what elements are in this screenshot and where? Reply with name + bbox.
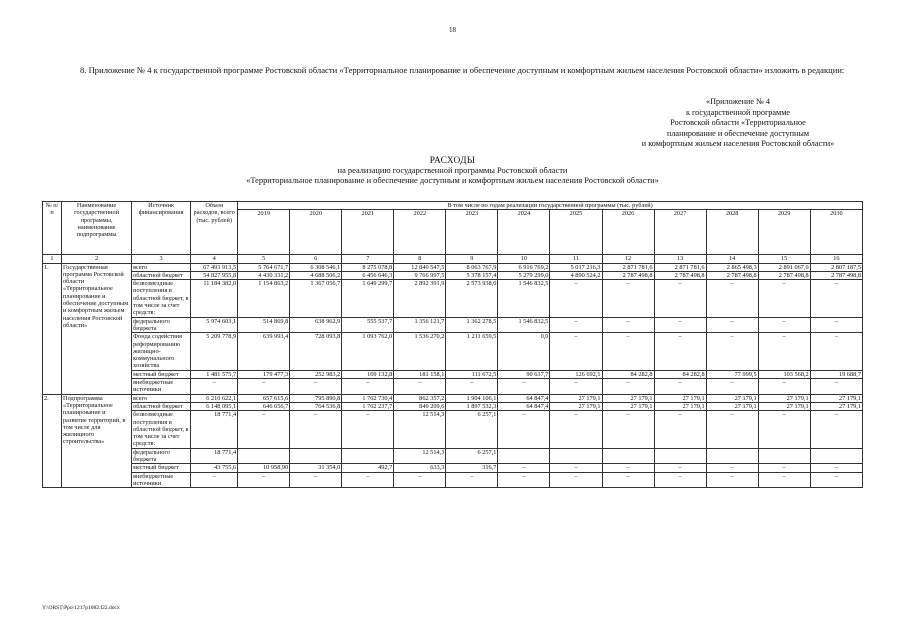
value-cell: 5 378 157,4 xyxy=(446,271,498,279)
value-cell xyxy=(602,448,654,464)
header-year: 2021 xyxy=(342,210,394,255)
value-cell: – xyxy=(706,472,758,488)
value-cell: – xyxy=(758,411,810,448)
value-cell: – xyxy=(238,472,290,488)
column-number: 9 xyxy=(446,255,498,263)
table-row xyxy=(43,333,863,370)
value-cell: – xyxy=(758,280,810,317)
value-cell xyxy=(706,448,758,464)
value-cell: – xyxy=(550,464,602,472)
value-cell: 1 897 532,3 xyxy=(446,402,498,410)
value-cell: 5 974 603,1 xyxy=(191,317,238,333)
funding-source: внебюджетные источники xyxy=(132,379,191,395)
value-cell: 2 807 187,5 xyxy=(810,263,862,271)
header-year: 2029 xyxy=(758,210,810,255)
page-number: 18 xyxy=(449,26,456,34)
table-row xyxy=(43,402,863,410)
value-cell: 8 275 078,8 xyxy=(342,263,394,271)
value-cell: – xyxy=(758,333,810,370)
column-number: 2 xyxy=(62,255,132,263)
value-cell: – xyxy=(654,472,706,488)
value-cell: 0,0 xyxy=(498,333,550,370)
table-row xyxy=(43,411,863,448)
value-cell: – xyxy=(498,411,550,448)
value-cell: 1 904 106,1 xyxy=(446,394,498,402)
value-cell: 1 093 762,0 xyxy=(342,333,394,370)
value-cell: – xyxy=(550,280,602,317)
value-cell: 2 871 781,6 xyxy=(602,263,654,271)
header-year: 2030 xyxy=(810,210,862,255)
value-cell: 5 209 778,9 xyxy=(191,333,238,370)
value-cell: 111 672,5 xyxy=(446,370,498,378)
value-cell: 6 308 546,1 xyxy=(290,263,342,271)
value-cell: 6 257,1 xyxy=(446,411,498,448)
value-cell: – xyxy=(290,472,342,488)
value-cell: – xyxy=(550,379,602,395)
value-cell: 84 282,8 xyxy=(654,370,706,378)
value-cell: – xyxy=(758,379,810,395)
document-title xyxy=(0,156,905,186)
table-row xyxy=(43,394,863,402)
value-cell: 2 787 498,8 xyxy=(810,271,862,279)
value-cell: – xyxy=(810,411,862,448)
value-cell: – xyxy=(654,464,706,472)
value-cell: 18 771,4 xyxy=(191,448,238,464)
value-cell: 646 656,7 xyxy=(238,402,290,410)
value-cell: 2 865 498,3 xyxy=(706,263,758,271)
value-cell xyxy=(342,448,394,464)
value-cell: 5 279 299,0 xyxy=(498,271,550,279)
header-source: Источник финансирования xyxy=(132,202,191,255)
value-cell: 169 132,8 xyxy=(342,370,394,378)
value-cell: 27 179,1 xyxy=(602,394,654,402)
funding-source: местный бюджет xyxy=(132,464,191,472)
value-cell: 27 179,1 xyxy=(810,402,862,410)
value-cell xyxy=(238,448,290,464)
value-cell: 1 762 730,4 xyxy=(342,394,394,402)
appendix-line: и комфортным жильем населения Ростовской области» xyxy=(641,139,835,148)
value-cell: 27 179,1 xyxy=(654,394,706,402)
value-cell: 1 762 237,7 xyxy=(342,402,394,410)
value-cell: – xyxy=(342,411,394,448)
value-cell: 2 787 498,8 xyxy=(602,271,654,279)
column-number: 14 xyxy=(706,255,758,263)
value-cell: 27 179,1 xyxy=(758,394,810,402)
column-number: 1 xyxy=(43,255,62,263)
header-year: 2027 xyxy=(654,210,706,255)
value-cell: 6 456 646,3 xyxy=(342,271,394,279)
funding-source: всего xyxy=(132,394,191,402)
table-row xyxy=(43,464,863,472)
appendix-line: «Приложение № 4 xyxy=(705,97,771,106)
column-number: 15 xyxy=(758,255,810,263)
value-cell: – xyxy=(810,333,862,370)
value-cell xyxy=(758,448,810,464)
value-cell: 10 958,90 xyxy=(238,464,290,472)
appendix-line: Ростовской области «Территориальное xyxy=(670,118,806,127)
value-cell: – xyxy=(191,472,238,488)
value-cell: – xyxy=(238,379,290,395)
value-cell: 12 514,3 xyxy=(394,448,446,464)
value-cell: 2 892 391,9 xyxy=(394,280,446,317)
value-cell: 2 871 781,6 xyxy=(654,263,706,271)
header-row xyxy=(43,202,863,210)
header-year: 2023 xyxy=(446,210,498,255)
value-cell: – xyxy=(602,317,654,333)
value-cell xyxy=(550,448,602,464)
column-number: 13 xyxy=(654,255,706,263)
value-cell: 84 282,8 xyxy=(602,370,654,378)
funding-source: Фонда содействия реформированию жилищно-коммунального хозяйства xyxy=(132,333,191,370)
value-cell: – xyxy=(446,379,498,395)
value-cell: – xyxy=(758,464,810,472)
table-row xyxy=(43,271,863,279)
header-total: Объем расходов, всего (тыс. рублей) xyxy=(191,202,238,255)
value-cell: 6 916 769,2 xyxy=(498,263,550,271)
value-cell: – xyxy=(810,464,862,472)
column-number: 5 xyxy=(238,255,290,263)
funding-source: всего xyxy=(132,263,191,271)
header-year: 2026 xyxy=(602,210,654,255)
value-cell: – xyxy=(706,379,758,395)
value-cell: 6 148 095,1 xyxy=(191,402,238,410)
value-cell: – xyxy=(550,317,602,333)
header-year: 2022 xyxy=(394,210,446,255)
value-cell: 90 637,7 xyxy=(498,370,550,378)
value-cell: 1 649 299,7 xyxy=(342,280,394,317)
column-numbers-row xyxy=(43,255,863,263)
value-cell xyxy=(654,448,706,464)
value-cell: 64 847,4 xyxy=(498,394,550,402)
funding-source: областной бюджет xyxy=(132,402,191,410)
column-number: 3 xyxy=(132,255,191,263)
value-cell: 1 356 121,7 xyxy=(394,317,446,333)
value-cell: 862 357,2 xyxy=(394,394,446,402)
value-cell: 181 158,1 xyxy=(394,370,446,378)
value-cell: – xyxy=(498,472,550,488)
value-cell: 27 179,1 xyxy=(550,394,602,402)
value-cell: – xyxy=(706,411,758,448)
column-number: 8 xyxy=(394,255,446,263)
value-cell: 19 688,7 xyxy=(810,370,862,378)
funding-source: безвозмездные поступления в областной бюджет, в том числе за счет средств: xyxy=(132,280,191,317)
header-year: 2019 xyxy=(238,210,290,255)
value-cell: 2 787 498,8 xyxy=(654,271,706,279)
table-row xyxy=(43,370,863,378)
value-cell: – xyxy=(602,280,654,317)
value-cell: 4 688 506,2 xyxy=(290,271,342,279)
value-cell: 1 481 575,7 xyxy=(191,370,238,378)
value-cell xyxy=(498,448,550,464)
value-cell: 179 477,3 xyxy=(238,370,290,378)
header-num: № п/п xyxy=(43,202,62,255)
value-cell: 728 093,8 xyxy=(290,333,342,370)
column-number: 7 xyxy=(342,255,394,263)
value-cell: – xyxy=(342,379,394,395)
funding-source: федерального бюджета xyxy=(132,448,191,464)
value-cell: 514 869,8 xyxy=(238,317,290,333)
value-cell: – xyxy=(290,379,342,395)
column-number: 16 xyxy=(810,255,862,263)
funding-source: внебюджетные источники xyxy=(132,472,191,488)
value-cell: 6 210 622,1 xyxy=(191,394,238,402)
value-cell: 2 787 498,8 xyxy=(758,271,810,279)
intro-paragraph: 8. Приложение № 4 к государственной программе Ростовской области «Территориальное планирование и обеспечение доступным и комфортным жильем населения Ростовской области» изложить в редакции: xyxy=(80,65,845,75)
value-cell: 27 179,1 xyxy=(602,402,654,410)
value-cell: – xyxy=(602,411,654,448)
file-path-footer: Y:\ORST\Ppo\1217p1082.f22.docx xyxy=(42,605,120,611)
value-cell: – xyxy=(498,464,550,472)
value-cell: 5 017 216,3 xyxy=(550,263,602,271)
program-name: Подпрограмма «Территориальное планирование и развитие территорий, в том числе для жилищного строительства» xyxy=(62,394,132,488)
column-number: 10 xyxy=(498,255,550,263)
value-cell: 27 179,1 xyxy=(654,402,706,410)
header-year: 2028 xyxy=(706,210,758,255)
appendix-line: планирование и обеспечение доступным xyxy=(666,128,810,138)
value-cell: 31 354,0 xyxy=(290,464,342,472)
value-cell: 126 692,1 xyxy=(550,370,602,378)
value-cell: 2 573 938,0 xyxy=(446,280,498,317)
value-cell: 1 546 832,5 xyxy=(498,317,550,333)
value-cell: – xyxy=(654,317,706,333)
value-cell: 18 771,4 xyxy=(191,411,238,448)
value-cell: 849 209,6 xyxy=(394,402,446,410)
value-cell: – xyxy=(654,411,706,448)
value-cell: 27 179,1 xyxy=(758,402,810,410)
table-body xyxy=(43,202,863,488)
funding-source: местный бюджет xyxy=(132,370,191,378)
appendix-line: к государственной программе xyxy=(685,107,791,117)
value-cell: 2 787 498,8 xyxy=(706,271,758,279)
value-cell: – xyxy=(290,411,342,448)
value-cell: 2 891 067,0 xyxy=(758,263,810,271)
value-cell: 639 993,4 xyxy=(238,333,290,370)
table-row xyxy=(43,472,863,488)
header-by-year: В том числе по годам реализации государственной программы (тыс. рублей) xyxy=(238,202,863,210)
value-cell: 492,7 xyxy=(342,464,394,472)
title-line-1: РАСХОДЫ xyxy=(429,156,476,166)
value-cell: 1 536 270,2 xyxy=(394,333,446,370)
value-cell: 54 827 955,8 xyxy=(191,271,238,279)
value-cell: 11 184 382,0 xyxy=(191,280,238,317)
table-row xyxy=(43,317,863,333)
value-cell: 555 537,7 xyxy=(342,317,394,333)
value-cell: – xyxy=(706,280,758,317)
value-cell: – xyxy=(342,472,394,488)
value-cell: – xyxy=(498,379,550,395)
table-row xyxy=(43,379,863,395)
header-year: 2020 xyxy=(290,210,342,255)
value-cell: – xyxy=(191,379,238,395)
row-number: 1. xyxy=(43,263,62,394)
table-row xyxy=(43,280,863,317)
value-cell: 1 154 863,2 xyxy=(238,280,290,317)
funding-source: областной бюджет xyxy=(132,271,191,279)
value-cell: 67 493 913,5 xyxy=(191,263,238,271)
value-cell: 43 755,6 xyxy=(191,464,238,472)
value-cell: – xyxy=(654,280,706,317)
value-cell: 8 063 767,9 xyxy=(446,263,498,271)
column-number: 6 xyxy=(290,255,342,263)
value-cell: 4 890 524,2 xyxy=(550,271,602,279)
value-cell: 27 179,1 xyxy=(550,402,602,410)
value-cell: – xyxy=(602,379,654,395)
value-cell: 795 890,8 xyxy=(290,394,342,402)
value-cell: 27 179,1 xyxy=(706,394,758,402)
header-year: 2025 xyxy=(550,210,602,255)
value-cell: – xyxy=(810,379,862,395)
table-row xyxy=(43,263,863,271)
value-cell: 103 568,2 xyxy=(758,370,810,378)
value-cell: – xyxy=(550,333,602,370)
value-cell: – xyxy=(654,379,706,395)
value-cell: – xyxy=(550,472,602,488)
value-cell: – xyxy=(446,472,498,488)
row-number: 2. xyxy=(43,394,62,488)
value-cell: 633,3 xyxy=(394,464,446,472)
value-cell: – xyxy=(238,411,290,448)
value-cell: 1 546 832,5 xyxy=(498,280,550,317)
value-cell: – xyxy=(654,333,706,370)
column-number: 4 xyxy=(191,255,238,263)
value-cell: 77 999,5 xyxy=(706,370,758,378)
appendix-header xyxy=(600,97,876,150)
value-cell: – xyxy=(758,317,810,333)
value-cell: 252 983,2 xyxy=(290,370,342,378)
value-cell: – xyxy=(810,280,862,317)
value-cell: 9 766 997,5 xyxy=(394,271,446,279)
value-cell: 5 764 671,7 xyxy=(238,263,290,271)
value-cell: 12 840 547,5 xyxy=(394,263,446,271)
value-cell: 657 615,6 xyxy=(238,394,290,402)
value-cell: 764 536,8 xyxy=(290,402,342,410)
expenses-table xyxy=(42,201,863,488)
value-cell: 4 430 331,2 xyxy=(238,271,290,279)
funding-source: безвозмездные поступления в областной бюджет, в том числе за счет средств: xyxy=(132,411,191,448)
table-row xyxy=(43,448,863,464)
value-cell xyxy=(290,448,342,464)
value-cell: – xyxy=(550,411,602,448)
header-name: Наименование государственной программы, наименование подпрограммы xyxy=(62,202,132,255)
title-line-2: на реализацию государственной программы Ростовской области xyxy=(337,166,568,175)
value-cell: 27 179,1 xyxy=(810,394,862,402)
value-cell: 6 257,1 xyxy=(446,448,498,464)
value-cell: – xyxy=(706,333,758,370)
column-number: 12 xyxy=(602,255,654,263)
title-line-3: «Территориальное планирование и обеспечение доступным и комфортным жильем населения Ростовской области» xyxy=(246,176,659,185)
value-cell: – xyxy=(602,472,654,488)
value-cell: – xyxy=(602,464,654,472)
value-cell: 12 514,3 xyxy=(394,411,446,448)
value-cell: – xyxy=(706,317,758,333)
value-cell: 27 179,1 xyxy=(706,402,758,410)
value-cell: 316,7 xyxy=(446,464,498,472)
value-cell: – xyxy=(602,333,654,370)
value-cell: – xyxy=(758,472,810,488)
header-year: 2024 xyxy=(498,210,550,255)
value-cell: – xyxy=(394,472,446,488)
value-cell: 638 962,9 xyxy=(290,317,342,333)
value-cell: – xyxy=(706,464,758,472)
column-number: 11 xyxy=(550,255,602,263)
value-cell: 1 362 278,5 xyxy=(446,317,498,333)
value-cell: – xyxy=(394,379,446,395)
value-cell xyxy=(810,448,862,464)
value-cell: 1 211 659,5 xyxy=(446,333,498,370)
value-cell: – xyxy=(810,472,862,488)
value-cell: 1 367 056,7 xyxy=(290,280,342,317)
program-name: Государственная программа Ростовской области «Территориальное планирование и обеспечение доступным и комфортным жильем населения Ростовской области» xyxy=(62,263,132,394)
funding-source: федерального бюджета xyxy=(132,317,191,333)
value-cell: 64 847,4 xyxy=(498,402,550,410)
value-cell: – xyxy=(810,317,862,333)
